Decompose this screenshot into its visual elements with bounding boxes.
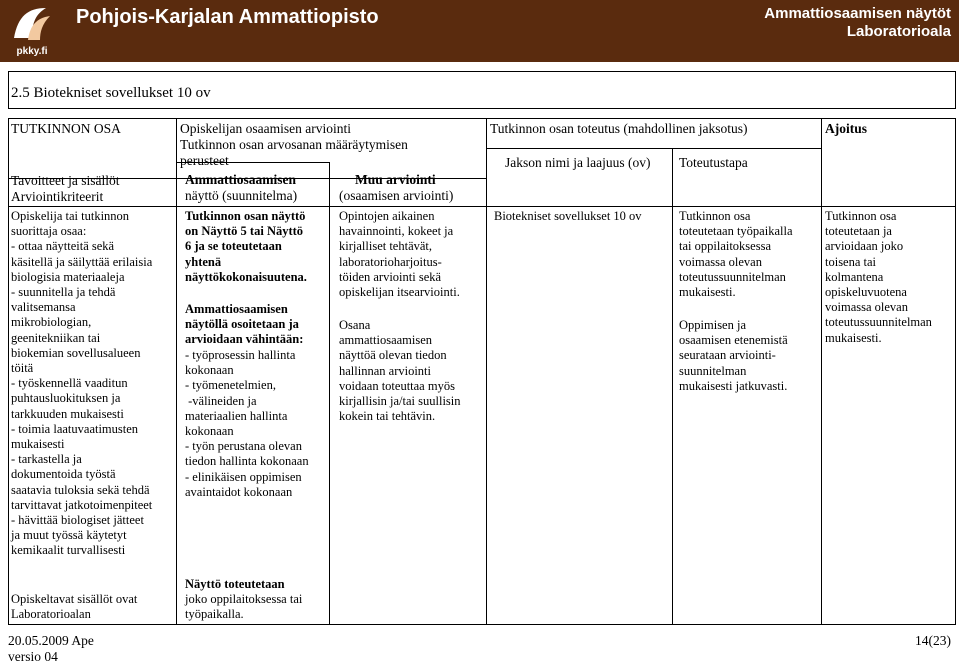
text-line: Opiskelija tai tutkinnon bbox=[11, 209, 130, 223]
list-item: - työmenetelmien, bbox=[185, 378, 276, 393]
text-line: laboratorioharjoitus- bbox=[339, 254, 442, 269]
text-line: voidaan toteuttaa myös bbox=[339, 378, 455, 393]
text-line: opiskelijan itsearviointi. bbox=[339, 285, 460, 300]
col4-header: Ajoitus bbox=[825, 121, 868, 136]
text-line: voimassa olevan bbox=[825, 300, 908, 315]
col2-header-line3: perusteet bbox=[180, 153, 229, 168]
text-line: - hävittää biologiset jätteet bbox=[11, 513, 144, 528]
text-line: työpaikalla. bbox=[185, 607, 244, 622]
text-line: mukaisesti jatkuvasti. bbox=[679, 378, 788, 393]
text-line: 6 ja se toteutetaan bbox=[185, 239, 282, 254]
text-line: biologisia materiaaleja bbox=[11, 269, 125, 284]
col-divider bbox=[821, 119, 822, 624]
svg-text:pkky.fi: pkky.fi bbox=[16, 46, 48, 57]
col1-header: TUTKINNON OSA bbox=[11, 121, 121, 136]
text-line: - suunnitella ja tehdä bbox=[11, 285, 116, 300]
text-line: joko oppilaitoksessa tai bbox=[185, 592, 303, 607]
list-item: materiaalien hallinta bbox=[185, 408, 288, 423]
text-line: toteutetaan ja bbox=[825, 224, 892, 239]
pkky-logo-icon bbox=[6, 2, 58, 60]
col2-sub-demo-bold: Ammattiosaamisen bbox=[185, 172, 296, 187]
other-assessment-p2 bbox=[339, 318, 461, 424]
jakso-name: Biotekniset sovellukset 10 ov bbox=[494, 209, 642, 223]
page-number: 14(23) bbox=[915, 633, 951, 648]
col1-subheader-criteria: Arviointikriteerit bbox=[11, 189, 104, 204]
assessment-table bbox=[8, 118, 956, 625]
col3-header-rest: (mahdollinen jaksotus) bbox=[620, 121, 748, 136]
toteutustapa-p2 bbox=[679, 318, 788, 394]
text-line: - tarkastella ja bbox=[11, 452, 82, 467]
section-title: 2.5 Biotekniset sovellukset 10 ov bbox=[8, 71, 956, 109]
text-line: havainnointi, kokeet ja bbox=[339, 224, 454, 239]
text-line: toisena tai bbox=[825, 254, 877, 269]
footer-version: versio 04 bbox=[8, 649, 58, 664]
text-line: suunnitelman bbox=[679, 363, 747, 378]
col3-sub-tapa: Toteutustapa bbox=[679, 155, 748, 170]
row-divider bbox=[9, 206, 955, 207]
col-divider bbox=[672, 148, 673, 624]
other-assessment-p1 bbox=[339, 209, 460, 300]
text-line: osaamisen etenemistä bbox=[679, 333, 788, 348]
text-line: kirjallisin ja/tai suullisin bbox=[339, 394, 461, 409]
text-line: mukaisesti bbox=[11, 437, 65, 452]
text-line: tarvittavat jatkotoimenpiteet bbox=[11, 497, 153, 512]
text-line: voimassa olevan bbox=[679, 254, 762, 269]
text-line: Tutkinnon osan näyttö bbox=[185, 209, 306, 223]
text-line: mukaisesti. bbox=[825, 330, 882, 345]
col2-header: Opiskelijan osaamisen arviointi bbox=[180, 121, 351, 136]
list-item: - elinikäisen oppimisen bbox=[185, 469, 302, 484]
col3-header-main: Tutkinnon osan toteutus bbox=[490, 121, 621, 136]
text-line: - työskennellä vaaditun bbox=[11, 376, 128, 391]
text-line: töitä bbox=[11, 361, 34, 376]
col2-sub-other: Muu arviointi bbox=[355, 172, 436, 187]
list-item: -välineiden ja bbox=[185, 393, 257, 408]
text-line: näyttöä olevan tiedon bbox=[339, 348, 447, 363]
col2-sub-other-line2: (osaamisen arviointi) bbox=[339, 188, 454, 203]
footer-date: 20.05.2009 Ape bbox=[8, 633, 94, 648]
footer-left bbox=[8, 633, 94, 665]
text-line: töiden arviointi sekä bbox=[339, 269, 442, 284]
text-line: Ammattiosaamisen bbox=[185, 302, 288, 316]
text-line: dokumentoida työstä bbox=[11, 467, 116, 482]
text-line: käsitellä ja säilyttää erilaisia bbox=[11, 254, 153, 269]
text-line: kolmantena bbox=[825, 269, 884, 284]
text-line: kirjalliset tehtävät, bbox=[339, 239, 433, 254]
text-line: valitsemansa bbox=[11, 300, 76, 315]
text-line: saatavia tuloksia sekä tehdä bbox=[11, 482, 150, 497]
text-line: seurataan arviointi- bbox=[679, 348, 776, 363]
toteutustapa-p1 bbox=[679, 209, 793, 300]
col2-sub-demo bbox=[185, 172, 296, 188]
list-item: tiedon hallinta kokonaan bbox=[185, 454, 309, 469]
text-line: toteutetaan työpaikalla bbox=[679, 224, 793, 239]
col1-subheader-goals: Tavoitteet ja sisällöt bbox=[11, 173, 120, 188]
text-line: näyttökokonaisuutena. bbox=[185, 269, 307, 284]
col1-tail bbox=[11, 592, 137, 622]
list-item: - työn perustana olevan bbox=[185, 439, 302, 454]
col2-header-line2: Tutkinnon osan arvosanan määräytymisen bbox=[180, 137, 408, 152]
text-line: mikrobiologian, bbox=[11, 315, 92, 330]
text-line: arvioidaan joko bbox=[825, 239, 904, 254]
text-line: tarkkuuden mukaisesti bbox=[11, 406, 124, 421]
text-line: yhtenä bbox=[185, 254, 222, 269]
demo-description bbox=[185, 209, 307, 285]
col2-sub-demo-line2: näyttö (suunnitelma) bbox=[185, 188, 298, 203]
col3-header bbox=[490, 121, 748, 137]
text-line: Laboratorioalan bbox=[11, 607, 91, 622]
list-item: kokonaan bbox=[185, 424, 234, 439]
text-line: Tutkinnon osa bbox=[679, 209, 751, 223]
text-line: - ottaa näytteitä sekä bbox=[11, 239, 115, 254]
row-divider bbox=[486, 148, 821, 149]
text-line: Opintojen aikainen bbox=[339, 209, 435, 223]
header-right bbox=[764, 5, 951, 41]
field-name: Laboratorioala bbox=[846, 23, 951, 40]
text-line: Tutkinnon osa bbox=[825, 209, 897, 223]
ajoitus-content bbox=[825, 209, 932, 346]
text-line: ammattiosaamisen bbox=[339, 333, 433, 348]
text-line: arvioidaan vähintään: bbox=[185, 332, 304, 347]
text-line: Osana bbox=[339, 318, 371, 332]
text-line: toteutussuunnitelman bbox=[679, 269, 786, 284]
col-divider bbox=[486, 119, 487, 624]
text-line: kemikaalit turvallisesti bbox=[11, 543, 126, 558]
text-line: Opiskeltavat sisällöt ovat bbox=[11, 592, 138, 606]
list-item: - työprosessin hallinta bbox=[185, 348, 296, 362]
col-divider bbox=[329, 162, 330, 624]
col1-content bbox=[11, 209, 152, 559]
text-line: tai oppilaitoksessa bbox=[679, 239, 771, 254]
text-line: kokein tai tehtävin. bbox=[339, 409, 436, 424]
demo-place bbox=[185, 577, 302, 623]
col-divider bbox=[176, 119, 177, 624]
list-item: avaintaidot kokonaan bbox=[185, 484, 293, 499]
text-line: suorittaja osaa: bbox=[11, 224, 87, 239]
col3-sub-jakso: Jakson nimi ja laajuus (ov) bbox=[505, 155, 651, 170]
text-line: geenitekniikan tai bbox=[11, 330, 101, 345]
text-line: - toimia laatuvaatimusten bbox=[11, 421, 139, 436]
document-type: Ammattiosaamisen näytöt bbox=[764, 5, 951, 22]
text-line: opiskeluvuotena bbox=[825, 285, 907, 300]
text-line: Oppimisen ja bbox=[679, 318, 747, 332]
text-line: on Näyttö 5 tai Näyttö bbox=[185, 224, 304, 239]
text-line: hallinnan arviointi bbox=[339, 363, 431, 378]
text-line: ja muut työssä käytetyt bbox=[11, 528, 127, 543]
text-line: biokemian sovellusalueen bbox=[11, 345, 141, 360]
demo-assessed-heading bbox=[185, 302, 303, 348]
organization-name: Pohjois-Karjalan Ammattiopisto bbox=[76, 6, 379, 28]
list-item: kokonaan bbox=[185, 363, 234, 378]
text-line: näytöllä osoitetaan ja bbox=[185, 317, 299, 332]
text-line: puhtausluokituksen ja bbox=[11, 391, 121, 406]
page-header bbox=[0, 0, 959, 62]
text-line: Näyttö toteutetaan bbox=[185, 577, 285, 591]
demo-assessed-list bbox=[185, 348, 309, 500]
text-line: mukaisesti. bbox=[679, 285, 736, 300]
text-line: toteutussuunnitelman bbox=[825, 315, 932, 330]
